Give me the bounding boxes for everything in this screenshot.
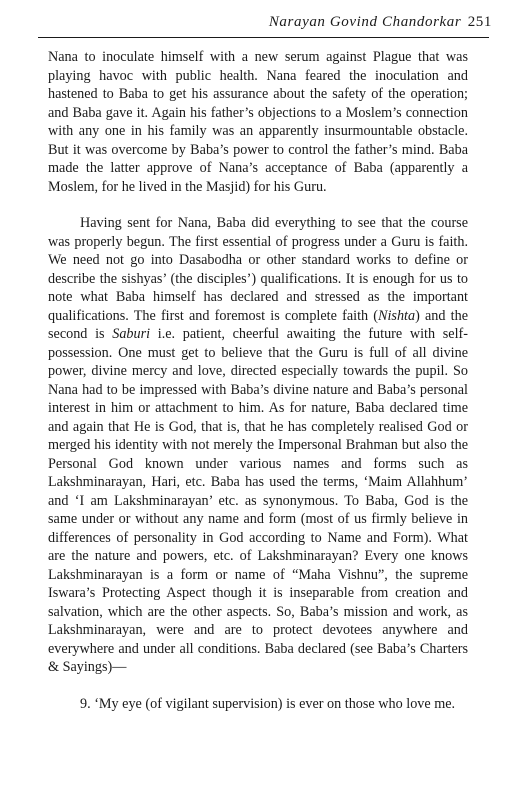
header-rule	[38, 37, 489, 38]
numbered-saying: 9. ‘My eye (of vigilant supervision) is ever on those who love me.	[80, 695, 456, 712]
paragraph: Having sent for Nana, Baba did everything to see that the course was properly begun. The first essential of progress under a Guru is faith. We need not go into Dasabodha or other standard works to define or describe the sishyas’ (the disciples’) qualifications. It is enough for us to note what Baba himself has declared and stressed as the important qualifications. The first and foremost is complete faith (Nishta) and the second is Saburi i.e. patient, cheerful awaiting the future with self-possession. One must get to believe that the Guru is full of all divine power, divine mercy and love, directed especially towards the pupil. So Nana had to be impressed with Baba’s divine nature and Baba’s personal interest in him or attachment to him. As for nature, Baba declared time and again that He is God, that is, that he has completely realised God or merged his identity with not merely the Impersonal Brahman but also the Personal God known under various names and forms such as Lakshminarayan, Hari, etc. Baba has used the terms, ‘Maim Allahhum’ and ‘I am Lakshminarayan’ etc. as synonymous. To Baba, God is the same under or without any name and form (most of us firmly believe in differences of personality in God according to Name and Form). What are the nature and powers, etc. of Lakshminarayan? Every one knows Lakshminarayan is a form or name of “Maha Vishnu”, the supreme Iswara’s Protecting Aspect though it is inseparable from creation and salvation, which are the other aspects. So, Baba’s mission and work, as Lakshminarayan, were and are to protect devotees anywhere and everywhere and under all conditions. Baba declared (see Baba’s Charters & Sayings)—	[48, 215, 468, 675]
italic-term-nishta: Nishta	[378, 307, 416, 324]
italic-term-saburi: Saburi	[112, 326, 151, 342]
paragraph: Nana to inoculate himself with a new serum against Plague that was playing havoc with public health. Nana feared the inoculation and hastened to Baba to get his assurance about the safety of the operation; and Baba gave it. Again his father’s objections to a Moslem’s connection with any one in his family was an apparently insurmountable obstacle. But it was overcome by Baba’s power to control the father’s mind. Baba made the latter approve of Nana’s acceptance of Baba (apparently a Moslem, for he lived in the Masjid) for his Guru.	[48, 49, 468, 195]
running-title: Narayan Govind Chandorkar	[268, 14, 462, 30]
page-number: 251	[467, 14, 492, 30]
body-text	[48, 48, 468, 713]
running-header	[269, 14, 492, 31]
